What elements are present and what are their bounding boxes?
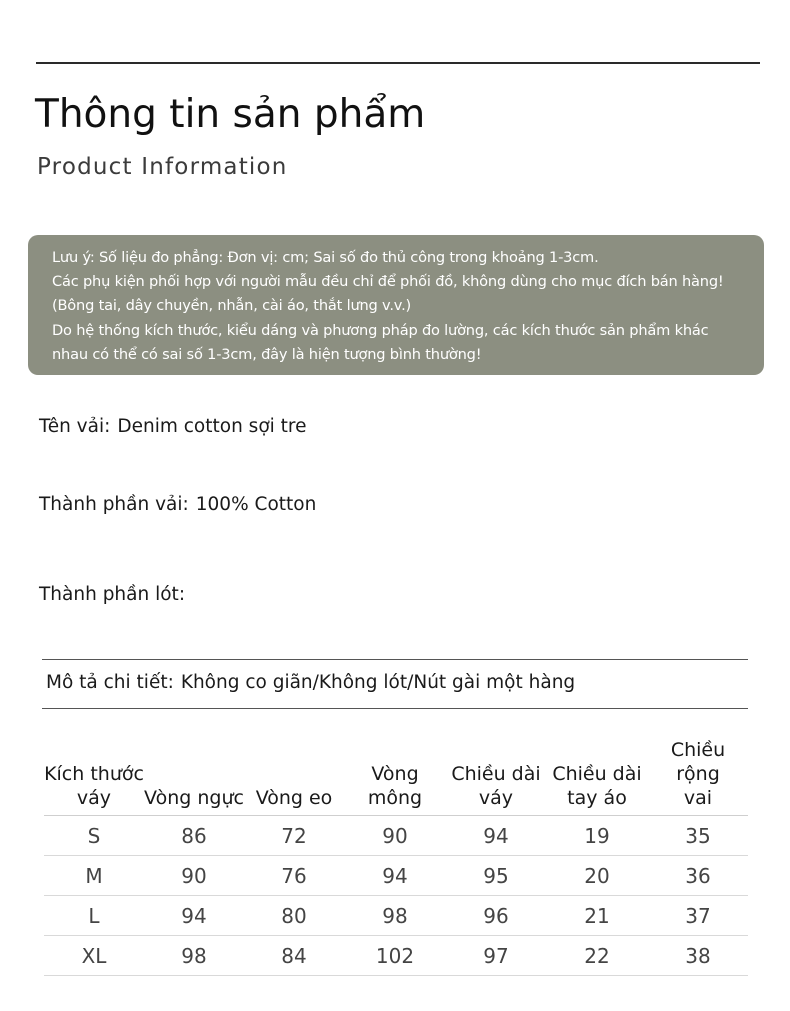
table-cell: 102 [344, 936, 446, 976]
table-cell: 94 [446, 816, 546, 856]
table-cell: 72 [244, 816, 344, 856]
size-table-header-row [44, 738, 748, 816]
column-header-shoulder-width [648, 738, 748, 816]
fabric-name-row [39, 416, 307, 437]
table-cell: 80 [244, 896, 344, 936]
table-cell: 94 [344, 856, 446, 896]
detail-description-label: Mô tả chi tiết: [46, 672, 174, 693]
size-table [44, 738, 748, 976]
page-subtitle: Product Information [37, 154, 288, 180]
header-line: Chiều dài [552, 763, 642, 785]
note-line: (Bông tai, dây chuyền, nhẫn, cài áo, thắt lưng v.v.) [52, 297, 412, 315]
column-header-chest [144, 738, 244, 816]
lining-label: Thành phần lót: [39, 584, 186, 605]
table-cell: 19 [546, 816, 648, 856]
header-line: váy [478, 787, 514, 809]
details-bottom-divider [42, 708, 748, 709]
lining-row [39, 584, 192, 605]
table-cell: 37 [648, 896, 748, 936]
table-cell: 22 [546, 936, 648, 976]
table-cell: 21 [546, 896, 648, 936]
detail-description-value: Không co giãn/Không lót/Nút gài một hàng [180, 672, 576, 693]
column-header-size [44, 738, 144, 816]
column-header-hip [344, 738, 446, 816]
page-title: Thông tin sản phẩm [35, 92, 426, 137]
table-cell: 35 [648, 816, 748, 856]
fabric-composition-row [39, 494, 316, 515]
table-row [44, 816, 748, 856]
fabric-name-value: Denim cotton sợi tre [117, 416, 307, 437]
measurement-note [28, 235, 764, 375]
details-top-divider [42, 659, 748, 660]
column-header-waist [244, 738, 344, 816]
header-line: Kích thước [44, 763, 144, 785]
column-header-dress-length [446, 738, 546, 816]
table-cell: 98 [344, 896, 446, 936]
top-divider [36, 62, 760, 64]
table-cell: 98 [144, 936, 244, 976]
table-cell: M [44, 856, 144, 896]
table-cell: L [44, 896, 144, 936]
header-line: mông [367, 787, 423, 809]
header-line: Chiều rộng [670, 739, 726, 785]
note-line: Lưu ý: Số liệu đo phẳng: Đơn vị: cm; Sai số đo thủ công trong khoảng 1-3cm. [52, 249, 599, 266]
table-row [44, 856, 748, 896]
header-line: váy [76, 787, 112, 809]
table-row [44, 896, 748, 936]
column-header-sleeve-length [546, 738, 648, 816]
fabric-composition-value: 100% Cotton [195, 494, 317, 515]
note-line: nhau có thể có sai số 1-3cm, đây là hiện tượng bình thường! [52, 345, 482, 363]
table-cell: 38 [648, 936, 748, 976]
header-line: vai [683, 787, 713, 809]
fabric-name-label: Tên vải: [39, 416, 111, 437]
fabric-composition-label: Thành phần vải: [39, 494, 189, 515]
table-cell: XL [44, 936, 144, 976]
table-row [44, 936, 748, 976]
table-cell: 95 [446, 856, 546, 896]
table-cell: 86 [144, 816, 244, 856]
table-cell: 94 [144, 896, 244, 936]
detail-description-row [46, 672, 575, 693]
table-cell: 36 [648, 856, 748, 896]
header-line: Vòng ngực [144, 787, 244, 809]
table-cell: 84 [244, 936, 344, 976]
table-cell: 90 [344, 816, 446, 856]
table-cell: 20 [546, 856, 648, 896]
table-cell: 97 [446, 936, 546, 976]
header-line: Vòng eo [255, 787, 333, 809]
table-cell: 90 [144, 856, 244, 896]
note-line: Do hệ thống kích thước, kiểu dáng và phương pháp đo lường, các kích thước sản phẩm khác [52, 321, 709, 339]
note-line: Các phụ kiện phối hợp với người mẫu đều chỉ để phối đồ, không dùng cho mục đích bán hàng! [52, 273, 724, 291]
table-cell: S [44, 816, 144, 856]
header-line: Chiều dài [451, 763, 541, 785]
header-line: Vòng [371, 763, 419, 785]
header-line: tay áo [567, 787, 627, 809]
table-cell: 96 [446, 896, 546, 936]
table-cell: 76 [244, 856, 344, 896]
